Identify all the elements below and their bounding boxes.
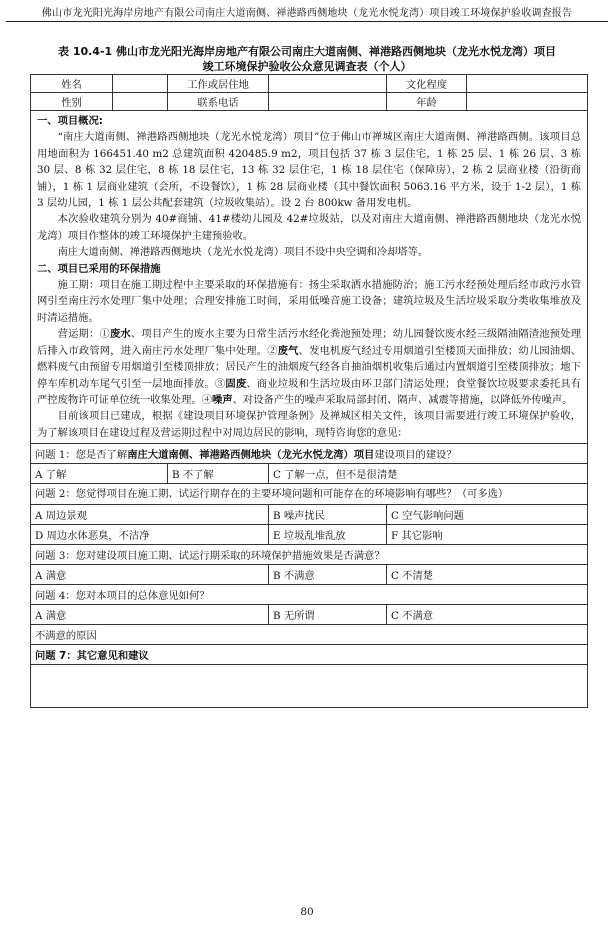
q3-options <box>31 565 588 585</box>
q1-project-name: 南庄大道南侧、禅港路西侧地块（龙光水悦龙湾）项目 <box>127 449 375 462</box>
q4-options <box>31 605 588 625</box>
q2-option-e[interactable]: E 垃圾乱堆乱放 <box>269 525 387 545</box>
section2-para3: 目前该项目已建成，根据《建设项目环境保护管理条例》及禅城区相关文件，该项目需要进行竣工环境保护验收，为了解该项目在建设过程及营运期过程中对周边居民的影响，现特咨询您的意见： <box>37 410 581 439</box>
q1-question <box>31 444 588 464</box>
label-name: 姓名 <box>31 75 113 93</box>
section2-para2 <box>37 326 581 408</box>
label-phone: 联系电话 <box>168 93 269 111</box>
q4-option-a[interactable]: A 满意 <box>31 605 269 625</box>
row-narrative <box>31 111 588 444</box>
q1-text-a: 问题 1：您是否了解 <box>35 449 128 462</box>
section2-para2-i: 、对设备产生的噪声采取局部封闭、隔声、减震等措施，以降低外传噪声。 <box>232 393 573 406</box>
q3-option-c[interactable]: C 不清楚 <box>387 565 588 585</box>
section1-para2: 本次验收建筑分别为 40#商铺、41#楼幼儿园及 42#垃圾站，以及对南庄大道南侧、禅港路西侧地块（龙光水悦龙湾）项目作整体的竣工环境保护主建预验收。 <box>37 213 581 242</box>
header-divider <box>6 21 608 22</box>
page-number: 80 <box>300 906 314 918</box>
q4-option-c[interactable]: C 不满意 <box>387 605 588 625</box>
label-age: 年龄 <box>387 93 467 111</box>
row-gender <box>31 93 588 111</box>
q4-option-b[interactable]: B 无所谓 <box>269 605 387 625</box>
field-gender-value[interactable] <box>113 93 168 111</box>
q3-option-b[interactable]: B 不满意 <box>269 565 387 585</box>
q2-option-d[interactable]: D 周边水体恶臭，不洁净 <box>31 525 269 545</box>
label-wastewater: 废水 <box>109 328 131 341</box>
q2-row <box>31 484 588 505</box>
project-description <box>31 111 588 444</box>
q7-row <box>31 645 588 665</box>
section2-para1: 施工期：项目在施工期过程中主要采取的环保措施有：扬尘采取洒水措施防治；施工污水经预处理后经市政污水管网引至南庄污水处理厂集中处理；合理安排施工时间，采用低噪音施工设备；建筑垃圾及生活垃圾采取分类收集堆放及时清运措施。 <box>37 279 581 324</box>
q1-options <box>31 464 588 484</box>
field-phone-value[interactable] <box>269 93 387 111</box>
label-noise: 噪声 <box>212 393 233 406</box>
q4-reason-row <box>31 625 588 645</box>
q2-options-1 <box>31 505 588 525</box>
label-workplace: 工作或居住地 <box>168 75 269 93</box>
q4-reason[interactable]: 不满意的原因 <box>31 625 588 645</box>
label-gender: 性别 <box>31 93 113 111</box>
q4-question: 问题 4：您对本项目的总体意见如何？ <box>31 585 588 605</box>
q2-option-c[interactable]: C 空气影响问题 <box>387 505 588 525</box>
q4-row <box>31 585 588 605</box>
page-header: 佛山市龙光阳光海岸房地产有限公司南庄大道南侧、禅港路西侧地块（龙光水悦龙湾）项目竣工环境保护验收调查报告 <box>41 8 573 19</box>
q7-answer-row <box>31 665 588 708</box>
table-caption <box>24 44 590 74</box>
q3-row <box>31 545 588 565</box>
row-name <box>31 75 588 93</box>
q2-options-2 <box>31 525 588 545</box>
caption-line-1: 表 10.4-1 佛山市龙光阳光海岸房地产有限公司南庄大道南侧、禅港路西侧地块（龙光水悦龙湾）项目 <box>57 45 556 58</box>
section2-para2-c: 、项目产生的废水主要为日常生活污水经化粪池预处理；幼儿园餐饮废水经三级隔油隔渣池预处理后排入市政管网，进入南庄污水处理厂集中处理。② <box>37 328 582 357</box>
q1-option-b[interactable]: B 不了解 <box>168 464 269 484</box>
q7-question: 问题 7：其它意见和建议 <box>31 645 588 665</box>
survey-table <box>30 74 588 708</box>
section1-title: 一、项目概况: <box>37 115 103 127</box>
q1-row <box>31 444 588 464</box>
label-exhaust: 废气 <box>277 344 299 357</box>
field-age-value[interactable] <box>467 93 588 111</box>
q3-option-a[interactable]: A 满意 <box>31 565 269 585</box>
section1-para3: 南庄大道南侧、禅港路西侧地块（龙光水悦龙湾）项目不设中央空调和冷却塔等。 <box>57 246 429 259</box>
section2-para2-a: 营运期：① <box>57 328 110 341</box>
section1-para1: “南庄大道南侧、禅港路西侧地块（龙光水悦龙湾）项目”位于佛山市禅城区南庄大道南侧、禅港路西侧。该项目总用地面积为 166451.40 m2 总建筑面积 420485.9 m2，项目包括 37 栋 3 层住宅，1 栋 25 层、1 栋 26 层、3 栋 30 层、8 栋 32 层住宅，8 栋 18 层住宅，13 栋 32 层住宅，1 栋 18 层住宅（保障房），2 栋 2 层商业楼（沿街商铺），1 栋 1 层商业建筑（会所，不设餐饮），1 栋 28 层商业楼（其中餐饮面积 5063.16 平方米，设于 1-2 层），1 栋 3 层幼儿园，1 栋 1 层公共配套建筑（垃圾收集站）。设 2 台 800kw 备用发电机。 <box>37 131 581 210</box>
q2-option-f[interactable]: F 其它影响 <box>387 525 588 545</box>
section2-para2-e: 、发电机废气经过专用烟道引至楼顶天面排放；幼儿园油烟、燃料废气由预留专用烟道引至楼顶排放；居民产生的油烟废气经各自抽油烟机收集后通过内置烟道引至楼顶排放；地下停车库机动车尾气引至一层地面排放。③ <box>37 344 582 390</box>
caption-line-2: 竣工环境保护验收公众意见调查表（个人） <box>202 60 412 73</box>
q1-text-c: 建设项目的建设？ <box>374 449 457 462</box>
field-name-value[interactable] <box>113 75 168 93</box>
q2-option-a[interactable]: A 周边景观 <box>31 505 269 525</box>
q2-option-b[interactable]: B 噪声扰民 <box>269 505 387 525</box>
q7-answer-field[interactable] <box>31 665 588 708</box>
field-education-value[interactable] <box>467 75 588 93</box>
q1-option-a[interactable]: A 了解 <box>31 464 168 484</box>
field-workplace-value[interactable] <box>269 75 387 93</box>
section2-para2-g: 、商业垃圾和生活垃圾由环卫部门清运处理；食堂餐饮垃圾要求委托具有严控废物许可证单位统一收集处理。④ <box>37 377 582 406</box>
q1-option-c[interactable]: C 了解一点，但不是很清楚 <box>269 464 588 484</box>
q3-question: 问题 3：您对建设项目施工期、试运行期采取的环境保护措施效果是否满意？ <box>31 545 588 565</box>
q2-question: 问题 2：您觉得项目在施工期、试运行期存在的主要环境问题和可能存在的环境影响有哪些？（可多选） <box>31 484 588 505</box>
section2-title: 二、项目已采用的环保措施 <box>37 262 161 275</box>
label-education: 文化程度 <box>387 75 467 93</box>
label-solid-waste: 固废 <box>225 377 247 390</box>
